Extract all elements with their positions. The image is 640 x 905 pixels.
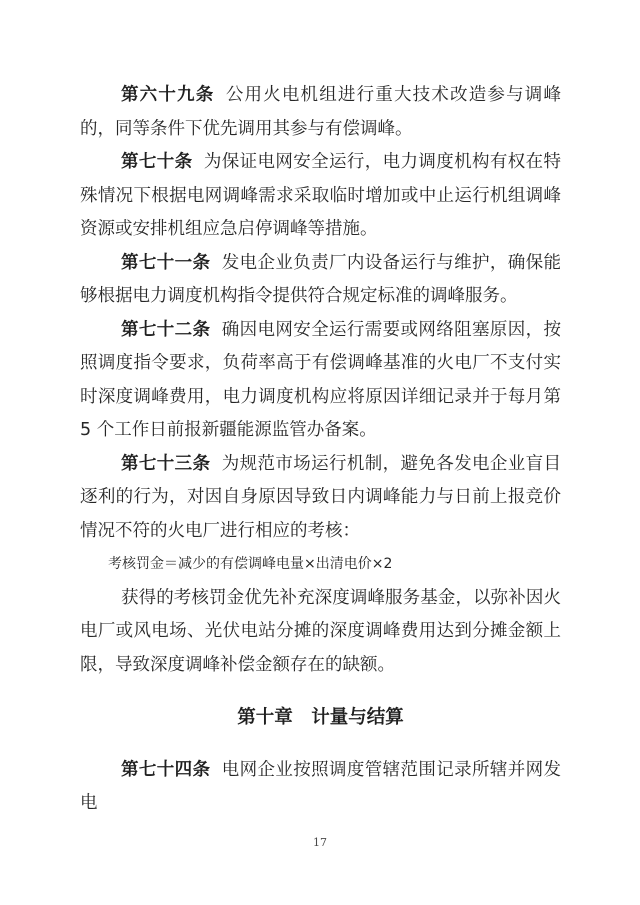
page-body-text <box>80 79 561 821</box>
article-74-paragraph <box>80 754 561 821</box>
article-73-text: 为规范市场运行机制，避免各发电企业盲目逐利的行为，对因自身原因导致日内调峰能力与日前上报竞价情况不符的火电厂进行相应的考核： <box>80 453 561 541</box>
article-73-number: 第七十三条 <box>121 453 211 474</box>
page-number: 17 <box>313 836 327 849</box>
article-71-text: 发电企业负责厂内设备运行与维护，确保能够根据电力调度机构指令提供符合规定标准的调峰服务。 <box>80 252 561 306</box>
article-74-text: 电网企业按照调度管辖范围记录所辖并网发电 <box>80 759 561 813</box>
article-74-number: 第七十四条 <box>121 759 211 780</box>
article-72-paragraph <box>80 314 561 448</box>
article-70-number: 第七十条 <box>121 152 193 172</box>
article-70-text: 为保证电网安全运行，电力调度机构有权在特殊情况下根据电网调峰需求采取临时增加或中止运行机组调峰资源或安排机组应急启停调峰等措施。 <box>80 152 561 239</box>
fund-paragraph: 获得的考核罚金优先补充深度调峰服务基金，以弥补因火电厂或风电场、光伏电站分摊的深度调峰费用达到分摊金额上限，导致深度调峰补偿金额存在的缺额。 <box>80 587 561 675</box>
chapter-10-heading: 第十章 计量与结算 <box>237 707 404 728</box>
article-69-text: 公用火电机组进行重大技术改造参与调峰的，同等条件下优先调用其参与有偿调峰。 <box>80 85 561 139</box>
article-72-number: 第七十二条 <box>121 319 211 340</box>
article-71-paragraph <box>80 247 561 314</box>
article-71-number: 第七十一条 <box>121 252 211 273</box>
article-73-paragraph <box>80 448 561 549</box>
article-69-number: 第六十九条 <box>121 85 215 105</box>
penalty-formula: 考核罚金＝减少的有偿调峰电量×出清电价×2 <box>108 556 393 572</box>
article-72-text: 确因电网安全运行需要或网络阻塞原因，按照调度指令要求，负荷率高于有偿调峰基准的火电厂不支付实时深度调峰费用，电力调度机构应将原因详细记录并于每月第 5 个工作日前报新疆能源监管办备案。 <box>80 319 561 440</box>
article-70-paragraph <box>80 146 561 247</box>
article-69-paragraph <box>80 79 561 146</box>
